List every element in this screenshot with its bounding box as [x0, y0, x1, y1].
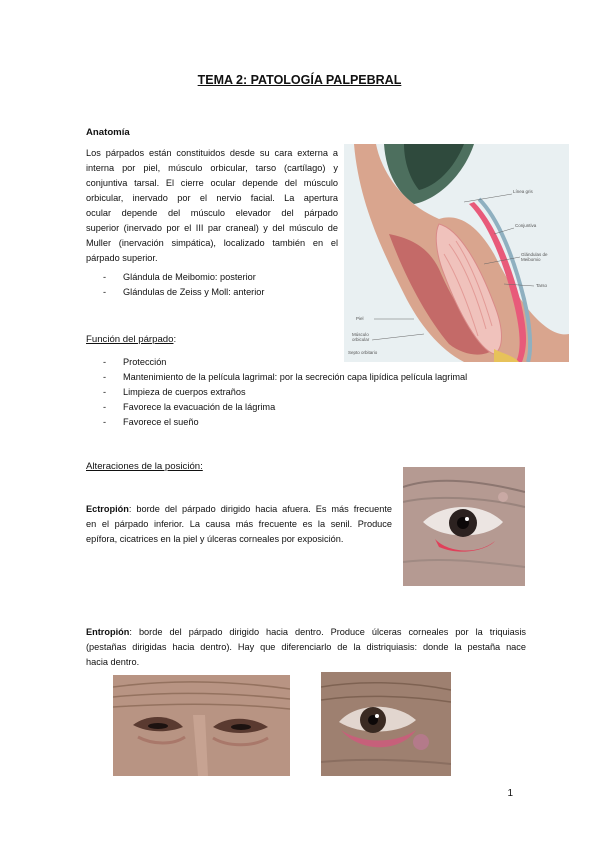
entropion-line: (pestañas dirigidas hacia dentro). Hay que diferenciarlo de la distriquiasis: donde la pestaña nace — [86, 642, 526, 652]
anatomy-line: Muller (inervación simpática), localizado también en el — [86, 238, 338, 248]
entropion-photo-both-eyes — [113, 675, 290, 776]
list-item: - Glándulas de Zeiss y Moll: anterior — [103, 287, 265, 297]
function-bullet-list — [86, 355, 526, 430]
ectropion-photo — [403, 467, 525, 586]
section-heading-anatomy: Anatomía — [86, 127, 130, 138]
eyelid-anatomy-diagram — [344, 144, 569, 362]
label-musculo: Músculo orbicular — [352, 332, 370, 342]
section-heading-function: Función del párpado: — [86, 334, 177, 345]
section-heading-position: Alteraciones de la posición: — [86, 461, 203, 472]
anatomy-paragraph — [86, 146, 338, 266]
label-conjuntiva: Conjuntiva — [515, 223, 537, 228]
anatomy-line: interna por piel, músculo orbicular, tarso (cartílago) y — [86, 163, 338, 173]
list-item: - Mantenimiento de la película lagrimal: por la secreción capa lipídica película lagrimal — [103, 372, 468, 382]
ectropion-term: Ectropión — [86, 504, 129, 514]
anatomy-line: Los párpados están constituidos desde su cara externa a — [86, 148, 338, 158]
entropion-line: Entropión: borde del párpado dirigido hacia dentro. Produce úlceras corneales por la triquiasis — [86, 627, 526, 637]
label-glandulas: Glándulas de Meibomio — [521, 252, 548, 262]
page-number: 1 — [507, 788, 513, 799]
anatomy-line: orbicular, inervado por el nervio facial. La apertura — [86, 193, 338, 203]
entropion-term: Entropión — [86, 627, 130, 637]
entropion-line: hacia dentro. — [86, 657, 140, 667]
list-item: - Limpieza de cuerpos extraños — [103, 387, 246, 397]
list-item: - Favorece el sueño — [103, 417, 199, 427]
page-title: TEMA 2: PATOLOGÍA PALPEBRAL — [197, 73, 402, 87]
anatomy-line: párpado superior. — [86, 253, 158, 263]
label-septo: Septo orbitario — [348, 350, 378, 355]
list-item: - Glándula de Meibomio: posterior — [103, 272, 256, 282]
entropion-photo-closeup — [321, 672, 451, 776]
ectropion-line: en el párpado inferior. La causa más frecuente es la senil. Produce — [86, 519, 392, 529]
list-item: - Favorece la evacuación de la lágrima — [103, 402, 276, 412]
anatomy-line: conjuntiva tarsal. El cierre ocular depende del músculo — [86, 178, 338, 188]
anatomy-line: superior (inervado por el III par craneal) y del músculo de — [86, 223, 338, 233]
entropion-photo-2-svg — [321, 672, 451, 776]
ectropion-line: Ectropión: borde del párpado dirigido hacia afuera. Es más frecuente — [86, 504, 392, 514]
list-item: - Protección — [103, 357, 167, 367]
ectropion-line: epífora, cicatrices en la piel y úlceras corneales por exposición. — [86, 534, 344, 544]
ectropion-paragraph — [86, 502, 392, 547]
entropion-photo-1-svg — [113, 675, 290, 776]
entropion-paragraph — [86, 625, 526, 670]
ectropion-photo-svg — [403, 467, 525, 586]
label-tarso: Tarso — [536, 283, 548, 288]
anatomy-bullet-list — [86, 270, 346, 300]
label-linea-gris: Línea gris — [513, 189, 533, 194]
anatomy-line: ocular depende del músculo elevador del párpado — [86, 208, 338, 218]
label-piel: Piel — [356, 316, 364, 321]
